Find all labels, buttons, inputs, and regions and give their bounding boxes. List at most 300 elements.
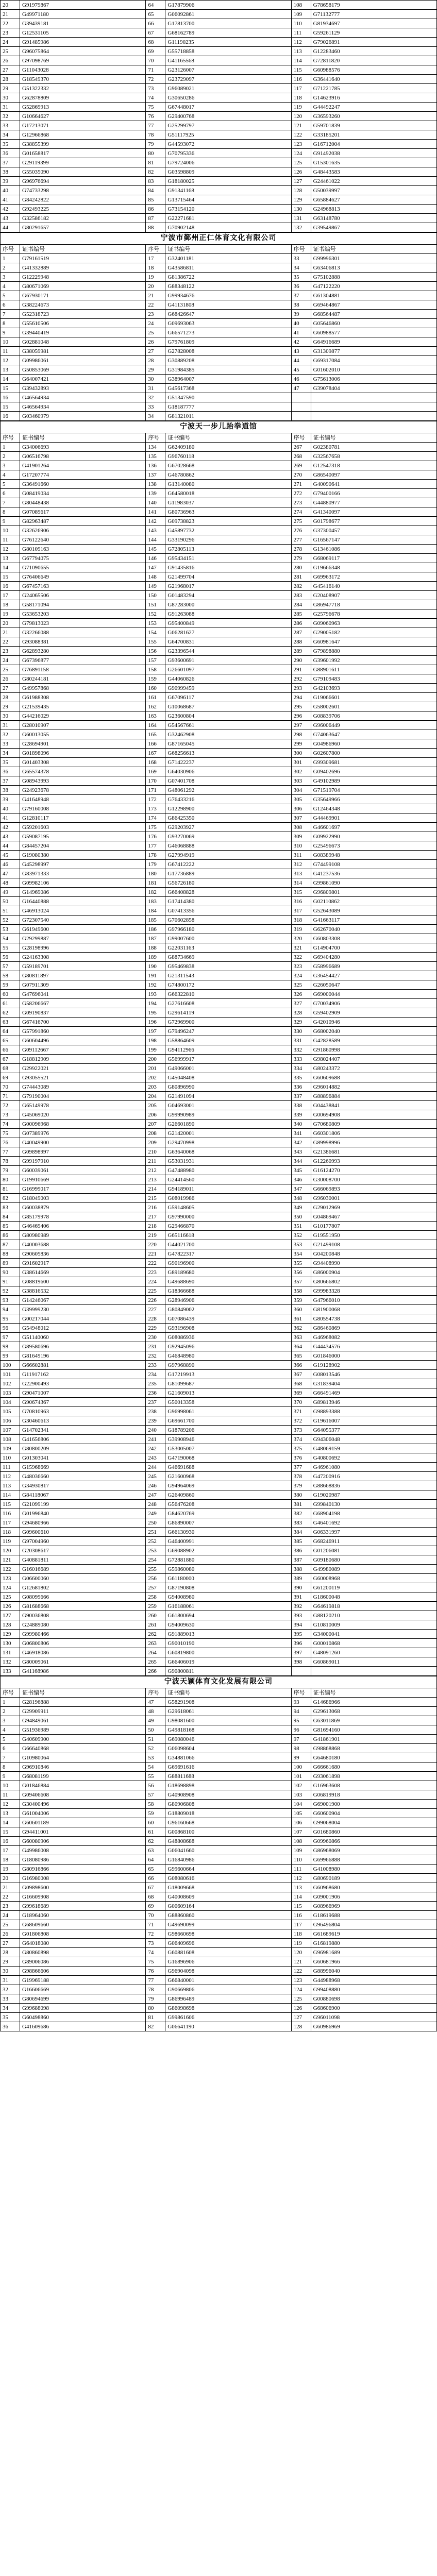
row-number: 40 <box>1 804 20 814</box>
table-row <box>1 1277 437 1286</box>
certificate-id: G36491660 <box>20 480 146 489</box>
row-number: 59 <box>1 980 20 990</box>
table-row <box>1 1082 437 1092</box>
certificate-id: G80244181 <box>20 674 146 684</box>
certificate-id: G93600691 <box>165 656 291 665</box>
row-number: 185 <box>146 916 165 925</box>
row-number: 299 <box>291 739 311 749</box>
row-number: 80 <box>146 149 165 158</box>
certificate-id: G29466870 <box>165 1222 291 1231</box>
certificate-id: G23729097 <box>165 75 291 84</box>
row-number: 14 <box>1 375 20 384</box>
row-number: 55 <box>146 1772 165 1781</box>
row-number: 12 <box>1 1800 20 1809</box>
table-row <box>1 263 437 273</box>
certificate-id: G89580696 <box>20 1342 146 1351</box>
row-number: 265 <box>146 1657 165 1667</box>
row-number: 156 <box>146 647 165 656</box>
row-number: 47 <box>291 384 311 393</box>
certificate-id: G00096968 <box>20 1120 146 1129</box>
row-number: 40 <box>291 319 311 328</box>
row-number: 259 <box>146 1602 165 1611</box>
certificate-id: G60601189 <box>20 1818 146 1827</box>
table-row <box>1 461 437 470</box>
certificate-id: G01996840 <box>20 1509 146 1518</box>
row-number: 225 <box>146 1286 165 1296</box>
row-number: 217 <box>146 1212 165 1222</box>
row-number: 2 <box>1 263 20 273</box>
row-number: 230 <box>146 1333 165 1342</box>
certificate-id: G40881811 <box>20 1555 146 1565</box>
row-number: 12 <box>1 356 20 365</box>
certificate-id: G28196888 <box>20 1698 146 1707</box>
certificate-id: G59261129 <box>311 28 436 38</box>
certificate-id: G46848980 <box>165 1351 291 1361</box>
certificate-id: G01680860 <box>311 1827 436 1837</box>
row-number: 378 <box>291 1472 311 1481</box>
certificate-id: G92945096 <box>165 1342 291 1351</box>
row-number: 388 <box>291 1565 311 1574</box>
row-number: 66 <box>1 1045 20 1055</box>
certificate-id: G00609164 <box>165 1902 291 1911</box>
table-row <box>1 1435 437 1444</box>
row-number: 340 <box>291 1120 311 1129</box>
certificate-id: G08080616 <box>165 1874 291 1883</box>
row-number: 3 <box>1 1716 20 1725</box>
row-number: 159 <box>146 674 165 684</box>
certificate-id: G29613068 <box>311 1707 436 1716</box>
row-number <box>291 1667 311 1676</box>
certificate-id: G98081600 <box>165 1716 291 1725</box>
row-number: 365 <box>291 1351 311 1361</box>
certificate-id: G40008609 <box>165 1892 291 1902</box>
row-number: 131 <box>1 1648 20 1657</box>
certificate-id: G26050647 <box>311 980 436 990</box>
certificate-id: G58171094 <box>20 600 146 609</box>
row-number: 62 <box>1 1008 20 1018</box>
row-number: 355 <box>291 1259 311 1268</box>
row-number: 327 <box>291 999 311 1008</box>
table-row <box>1 1762 437 1772</box>
table-row <box>1 93 437 103</box>
certificate-id: G12966868 <box>20 130 146 140</box>
column-header-number: 序号 <box>146 245 165 254</box>
certificate-id: G67096117 <box>165 693 291 702</box>
row-number: 282 <box>291 582 311 591</box>
certificate-id: G44434576 <box>311 1342 436 1351</box>
certificate-id: G19066601 <box>311 693 436 702</box>
certificate-id: G24968813 <box>311 205 436 214</box>
row-number: 304 <box>291 786 311 795</box>
row-number: 293 <box>291 684 311 693</box>
certificate-id: G91860998 <box>311 1045 436 1055</box>
row-number: 85 <box>1 1222 20 1231</box>
row-number: 16 <box>1 582 20 591</box>
table-row <box>1 600 437 609</box>
row-number: 26 <box>1 1929 20 1939</box>
certificate-id: G09693063 <box>165 319 291 328</box>
certificate-id: G29400768 <box>165 112 291 121</box>
row-number: 24 <box>146 319 165 328</box>
certificate-id: G60080906 <box>20 1837 146 1846</box>
column-header-number: 序号 <box>1 245 20 254</box>
certificate-id: G61004006 <box>20 1809 146 1818</box>
row-number: 90 <box>1 1268 20 1277</box>
row-number: 137 <box>146 470 165 480</box>
certificate-id: G69691616 <box>165 1762 291 1772</box>
row-number: 32 <box>1 112 20 121</box>
column-header-certificate-id: 证书编号 <box>311 245 436 254</box>
table-row <box>1 1800 437 1809</box>
certificate-id: G88811688 <box>165 1772 291 1781</box>
certificate-id: G01206081 <box>311 1546 436 1555</box>
row-number: 120 <box>291 1948 311 1957</box>
certificate-id: G61949600 <box>20 925 146 934</box>
certificate-id: G88348122 <box>165 282 291 291</box>
row-number: 385 <box>291 1537 311 1546</box>
certificate-id: G71422237 <box>165 758 291 767</box>
certificate-id: G27616608 <box>165 999 291 1008</box>
certificate-id: G44492247 <box>311 103 436 112</box>
row-number: 52 <box>146 1744 165 1753</box>
certificate-id: G90196900 <box>165 1259 291 1268</box>
row-number: 389 <box>291 1574 311 1583</box>
certificate-id: G88896884 <box>311 1092 436 1101</box>
certificate-id: G11043028 <box>20 65 146 75</box>
certificate-id: G60609688 <box>311 1073 436 1082</box>
row-number: 271 <box>291 480 311 489</box>
certificate-id: G96011098 <box>311 2013 436 2022</box>
certificate-id: G30650286 <box>165 93 291 103</box>
certificate-id: G09898600 <box>20 1883 146 1892</box>
certificate-id: G90669806 <box>165 1985 291 1994</box>
table-row <box>1 1120 437 1129</box>
row-number: 326 <box>291 990 311 999</box>
certificate-id: G90999459 <box>165 684 291 693</box>
certificate-id: G76122640 <box>20 535 146 545</box>
certificate-id: G18812909 <box>20 1055 146 1064</box>
row-number: 10 <box>1 337 20 347</box>
certificate-id: G24889080 <box>20 1620 146 1630</box>
table-row <box>1 1305 437 1314</box>
row-number: 163 <box>146 711 165 721</box>
row-number: 102 <box>1 1379 20 1388</box>
certificate-id: G30460613 <box>20 1416 146 1426</box>
row-number: 64 <box>1 1027 20 1036</box>
row-number: 97 <box>291 1735 311 1744</box>
certificate-id: G06819918 <box>311 1790 436 1800</box>
table-row <box>1 282 437 291</box>
certificate-id: G00880698 <box>311 1994 436 2004</box>
certificate-id: G65149978 <box>20 1101 146 1110</box>
certificate-id: G66602881 <box>20 1361 146 1370</box>
certificate-id: G12464348 <box>311 804 436 814</box>
row-number: 296 <box>291 711 311 721</box>
certificate-id: G10810009 <box>311 1620 436 1630</box>
row-number: 42 <box>1 205 20 214</box>
row-number: 56 <box>1 953 20 962</box>
row-number: 94 <box>291 1707 311 1716</box>
certificate-id: G79190004 <box>20 1092 146 1101</box>
table-row <box>1 1138 437 1147</box>
certificate-id: G86996489 <box>165 1994 291 2004</box>
certificate-id: G69000044 <box>311 990 436 999</box>
certificate-id: G67457163 <box>20 582 146 591</box>
table-row <box>1 1509 437 1518</box>
row-number: 28 <box>1 1948 20 1957</box>
certificate-id: G45416140 <box>311 582 436 591</box>
row-number: 20 <box>146 282 165 291</box>
row-number: 13 <box>1 365 20 375</box>
certificate-id: G75613006 <box>311 375 436 384</box>
column-header-number: 序号 <box>1 433 20 443</box>
row-number: 65 <box>1 1036 20 1045</box>
column-header-number: 序号 <box>291 1688 311 1698</box>
certificate-id: G09738823 <box>165 517 291 526</box>
row-number: 313 <box>291 869 311 878</box>
certificate-id: G46913024 <box>20 906 146 916</box>
row-number: 350 <box>291 1212 311 1222</box>
table-row <box>1 121 437 130</box>
certificate-id: G91889013 <box>165 1630 291 1639</box>
row-number: 141 <box>146 507 165 517</box>
row-number: 43 <box>1 214 20 223</box>
certificate-id: G80666802 <box>311 1277 436 1286</box>
certificate-id: G55035090 <box>20 167 146 177</box>
certificate-id: G04869467 <box>311 1212 436 1222</box>
table-row <box>1 1379 437 1388</box>
row-number: 136 <box>146 461 165 470</box>
row-number: 77 <box>146 1976 165 1985</box>
row-number: 78 <box>146 1985 165 1994</box>
table-row <box>1 693 437 702</box>
certificate-table <box>0 0 437 232</box>
certificate-id: G99983328 <box>311 1286 436 1296</box>
certificate-id: G24923678 <box>20 786 146 795</box>
row-number: 88 <box>146 223 165 232</box>
row-number: 100 <box>1 1361 20 1370</box>
row-number: 371 <box>291 1407 311 1416</box>
row-number: 188 <box>146 943 165 953</box>
row-number: 86 <box>146 205 165 214</box>
row-number: 20 <box>1 619 20 628</box>
certificate-id: G96976694 <box>20 177 146 186</box>
certificate-id: G31984385 <box>165 365 291 375</box>
certificate-id: G94411001 <box>20 1827 146 1837</box>
certificate-id: G41861901 <box>311 1735 436 1744</box>
certificate-id: G06600060 <box>20 1574 146 1583</box>
certificate-id: G69661700 <box>165 1416 291 1426</box>
certificate-id: G01602010 <box>311 365 436 375</box>
row-number: 31 <box>1 103 20 112</box>
row-number: 161 <box>146 693 165 702</box>
row-number: 16 <box>1 393 20 402</box>
table-row <box>1 1240 437 1249</box>
certificate-id: G86947718 <box>311 600 436 609</box>
table-row <box>1 158 437 167</box>
certificate-id: G30008700 <box>311 1175 436 1184</box>
row-number: 121 <box>291 121 311 130</box>
row-number: 105 <box>291 1809 311 1818</box>
certificate-id: G68904198 <box>311 1509 436 1518</box>
certificate-id: G10664627 <box>20 112 146 121</box>
row-number: 394 <box>291 1620 311 1630</box>
row-number: 4 <box>1 1725 20 1735</box>
certificate-id: G09922990 <box>311 832 436 841</box>
row-number: 155 <box>146 637 165 647</box>
row-number: 109 <box>291 1846 311 1855</box>
row-number: 30 <box>146 375 165 384</box>
table-row <box>1 149 437 158</box>
certificate-id: G04438841 <box>311 1101 436 1110</box>
certificate-id: G46401692 <box>311 1518 436 1528</box>
table-row <box>1 999 437 1008</box>
row-number: 274 <box>291 507 311 517</box>
row-number: 272 <box>291 489 311 498</box>
table-row <box>1 656 437 665</box>
certificate-id: G04986960 <box>311 739 436 749</box>
row-number: 226 <box>146 1296 165 1305</box>
row-number: 302 <box>291 767 311 776</box>
row-number: 29 <box>1 1957 20 1967</box>
row-number: 121 <box>1 1555 20 1565</box>
row-number: 83 <box>1 1203 20 1212</box>
row-number: 215 <box>146 1194 165 1203</box>
row-number: 6 <box>1 300 20 310</box>
table-header-row <box>1 245 437 254</box>
row-number: 33 <box>1 121 20 130</box>
certificate-id: G34006693 <box>20 443 146 452</box>
row-number: 21 <box>1 1883 20 1892</box>
row-number: 129 <box>291 195 311 205</box>
row-number: 1 <box>1 443 20 452</box>
row-number: 94 <box>1 1305 20 1314</box>
certificate-id: G96981689 <box>311 1948 436 1957</box>
row-number: 121 <box>291 1957 311 1967</box>
certificate-id: G07413356 <box>165 906 291 916</box>
row-number: 101 <box>291 1772 311 1781</box>
table-row <box>1 767 437 776</box>
table-row <box>1 971 437 980</box>
row-number: 75 <box>146 103 165 112</box>
certificate-id: G33190296 <box>165 535 291 545</box>
certificate-id: G16440888 <box>20 897 146 906</box>
certificate-id: G93270069 <box>165 832 291 841</box>
row-number: 126 <box>1 1602 20 1611</box>
table-row <box>1 851 437 860</box>
table-row <box>1 1008 437 1018</box>
certificate-id: G94849061 <box>20 1716 146 1725</box>
certificate-id: G79109483 <box>311 674 436 684</box>
table-row <box>1 1537 437 1546</box>
certificate-id: G46564934 <box>20 393 146 402</box>
row-number: 145 <box>146 545 165 554</box>
table-row <box>1 1667 437 1676</box>
row-number: 107 <box>291 1827 311 1837</box>
table-row <box>1 878 437 888</box>
row-number: 147 <box>146 563 165 572</box>
row-number: 191 <box>146 971 165 980</box>
certificate-id: G60681966 <box>311 1957 436 1967</box>
row-number: 7 <box>1 498 20 507</box>
row-number: 92 <box>1 1286 20 1296</box>
table-row <box>1 28 437 38</box>
certificate-id: G68609660 <box>20 1920 146 1929</box>
row-number: 112 <box>291 1874 311 1883</box>
certificate-id: G44469901 <box>311 814 436 823</box>
certificate-id: G39549867 <box>311 223 436 232</box>
certificate-id: G68606900 <box>311 2004 436 2013</box>
row-number: 69 <box>146 47 165 56</box>
row-number: 73 <box>146 84 165 93</box>
row-number: 125 <box>1 1592 20 1602</box>
table-row <box>1 1753 437 1762</box>
certificate-id: G46918086 <box>20 1648 146 1657</box>
certificate-id: G69966888 <box>311 1855 436 1865</box>
row-number: 202 <box>146 1073 165 1082</box>
certificate-id: G01303041 <box>20 1453 146 1463</box>
row-number: 146 <box>146 554 165 563</box>
row-number: 358 <box>291 1286 311 1296</box>
table-row <box>1 591 437 600</box>
row-number: 255 <box>146 1565 165 1574</box>
certificate-id: G96760118 <box>165 452 291 461</box>
row-number: 3 <box>1 461 20 470</box>
certificate-id: G07911309 <box>20 980 146 990</box>
certificate-id: G80671069 <box>20 282 146 291</box>
row-number: 5 <box>1 291 20 300</box>
certificate-id: G79724006 <box>165 158 291 167</box>
row-number: 35 <box>291 273 311 282</box>
certificate-id: G28694901 <box>20 739 146 749</box>
row-number: 338 <box>291 1101 311 1110</box>
certificate-id: G81099687 <box>165 1379 291 1388</box>
row-number: 48 <box>1 878 20 888</box>
row-number: 36 <box>1 2022 20 2031</box>
row-number: 9 <box>1 517 20 526</box>
certificate-id: G47122220 <box>311 282 436 291</box>
certificate-id: G18809018 <box>165 1809 291 1818</box>
row-number: 70 <box>1 1082 20 1092</box>
row-number: 71 <box>1 1092 20 1101</box>
row-number: 312 <box>291 860 311 869</box>
certificate-id: G50013358 <box>165 1398 291 1407</box>
certificate-id: G51140060 <box>20 1333 146 1342</box>
row-number: 91 <box>1 1277 20 1286</box>
certificate-id: G31309877 <box>311 347 436 356</box>
row-number: 249 <box>146 1509 165 1518</box>
certificate-id: G32401181 <box>165 254 291 263</box>
row-number: 35 <box>1 140 20 149</box>
row-number: 310 <box>291 841 311 851</box>
table-row <box>1 1790 437 1800</box>
table-row <box>1 1707 437 1716</box>
certificate-id: G58996689 <box>311 962 436 971</box>
certificate-id: G01798677 <box>311 517 436 526</box>
row-number: 9 <box>1 328 20 337</box>
certificate-id: G80109163 <box>20 545 146 554</box>
certificate-id: G64916689 <box>311 337 436 347</box>
row-number: 9 <box>1 1772 20 1781</box>
row-number: 19 <box>1 609 20 619</box>
table-row <box>1 1324 437 1333</box>
row-number: 110 <box>291 1855 311 1865</box>
row-number: 27 <box>1 1939 20 1948</box>
certificate-id: G16124270 <box>311 1166 436 1175</box>
row-number: 164 <box>146 721 165 730</box>
row-number: 119 <box>1 1537 20 1546</box>
certificate-id: G18789206 <box>165 1426 291 1435</box>
